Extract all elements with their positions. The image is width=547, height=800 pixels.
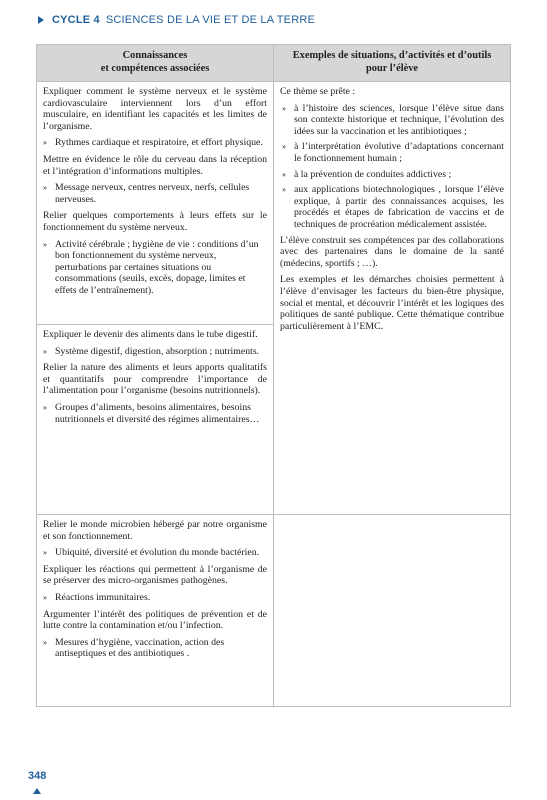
curriculum-table [36, 44, 511, 707]
competence-text: Expliquer comment le système nerveux et le système cardiovasculaire interviennent lors d’un effort musculaire, en identifiant les capacités et les limites de l’organisme. [43, 86, 267, 132]
list-item-text: Système digestif, digestion, absorption ; nutriments. [55, 345, 260, 357]
empty-cell [274, 515, 511, 707]
bullet-icon: » [43, 138, 47, 148]
list-item [43, 637, 267, 660]
list-item [43, 592, 267, 604]
list-item [43, 346, 267, 358]
list-item-text: à l’histoire des sciences, lorsque l’élève situe dans son contexte historique et technique, l’évolution des idées sur la vaccination et les antibiotiques ; [294, 102, 504, 137]
col1-header-line1: Connaissances [122, 50, 188, 61]
triangle-icon [38, 16, 44, 24]
competence-cell [37, 515, 274, 707]
list-item [43, 402, 267, 425]
bullet-icon: » [282, 185, 286, 195]
competence-text: Expliquer le devenir des aliments dans le tube digestif. [43, 329, 258, 340]
list-item-text: Message nerveux, centres nerveux, nerfs, cellules nerveuses. [55, 182, 250, 205]
examples-intro: Ce thème se prête : [280, 86, 356, 97]
bullet-icon: » [43, 402, 47, 412]
list-item-text: à l’interprétation évolutive d’adaptations concernant le fonctionnement humain ; [294, 141, 504, 164]
list-item [280, 169, 504, 181]
col2-header-line1: Exemples de situations, d’activités et d’outils [292, 50, 492, 61]
list-item [43, 547, 267, 559]
col2-header-line2: pour l’élève [365, 62, 419, 74]
list-item [43, 137, 267, 149]
running-header [38, 10, 315, 30]
competence-text: Relier quelques comportements à leurs effets sur le fonctionnement du système nerveux. [43, 210, 267, 233]
bullet-icon: » [43, 239, 47, 249]
list-item-text: Réactions immunitaires. [55, 591, 151, 603]
competence-text: Argumenter l’intérêt des politiques de prévention et de lutte contre la contamination et/ou l’infection. [43, 608, 267, 632]
list-item [280, 141, 504, 164]
list-item [280, 184, 504, 230]
cycle-label: CYCLE 4 [52, 14, 100, 26]
bullet-icon: » [282, 103, 286, 113]
table-row [37, 515, 511, 707]
col2-header [274, 45, 511, 82]
col1-header-line2: et compétences associées [100, 62, 210, 74]
competence-text: Mettre en évidence le rôle du cerveau dans la réception et l’intégration d’informations multiples. [43, 153, 267, 177]
page-number: 348 [28, 770, 47, 782]
bullet-icon: » [43, 637, 47, 647]
list-item-text: Activité cérébrale ; hygiène de vie : conditions d’un bon fonctionnement du système nerveux, perturbations par certaines situations ou consommations (seuils, excès, dopage, limites et effets de l’entraînement). [55, 238, 259, 296]
list-item-text: Rythmes cardiaque et respiratoire, et effort physique. [55, 137, 263, 149]
bullet-icon: » [282, 142, 286, 152]
bullet-icon: » [43, 346, 47, 356]
col1-header [37, 45, 274, 82]
competence-cell [37, 325, 274, 515]
competence-text: Relier le monde microbien hébergé par notre organisme et son fonctionnement. [43, 519, 267, 542]
triangle-up-icon [33, 788, 41, 794]
list-item [280, 103, 504, 138]
bullet-icon: » [43, 592, 47, 602]
subject-label: SCIENCES DE LA VIE ET DE LA TERRE [105, 14, 316, 26]
competence-text: Relier la nature des aliments et leurs apports qualitatifs et quantitatifs pour comprendre l’importance de l’alimentation pour l’organisme (besoins nutritionnels). [43, 362, 267, 397]
bullet-icon: » [43, 548, 47, 558]
examples-cell [274, 82, 511, 515]
list-item-text: aux applications biotechnologiques , lorsque l’élève explique, à partir des connaissances acquises, les procédés et étapes de fabrication de vaccins et de techniques de procréation médicalement assistée. [294, 184, 504, 230]
examples-paragraph: Les exemples et les démarches choisies permettent à l’élève d’envisager les facteurs du bien-être physique, social et mental, et découvrir l’intérêt et les logiques des politiques de santé publique. Cette thématique contribue particulièrement à l’EMC. [280, 274, 504, 332]
list-item-text: à la prévention de conduites addictives ; [294, 168, 452, 180]
list-item-text: Ubiquité, diversité et évolution du monde bactérien. [55, 547, 260, 559]
list-item [43, 239, 267, 297]
bullet-icon: » [282, 169, 286, 179]
list-item-text: Groupes d’aliments, besoins alimentaires, besoins nutritionnels et diversité des régimes alimentaires… [55, 401, 260, 425]
examples-paragraph: L’élève construit ses compétences par des collaborations avec des partenaires dans le domaine de la santé (médecins, sportifs ; …). [280, 234, 504, 269]
competence-text: Expliquer les réactions qui permettent à l’organisme de se préserver des micro-organismes pathogènes. [43, 563, 267, 587]
bullet-icon: » [43, 183, 47, 193]
competence-cell [37, 82, 274, 325]
list-item [43, 182, 267, 205]
list-item-text: Mesures d’hygiène, vaccination, action des antiseptiques et des antibiotiques . [55, 636, 225, 660]
table-row [37, 82, 511, 325]
